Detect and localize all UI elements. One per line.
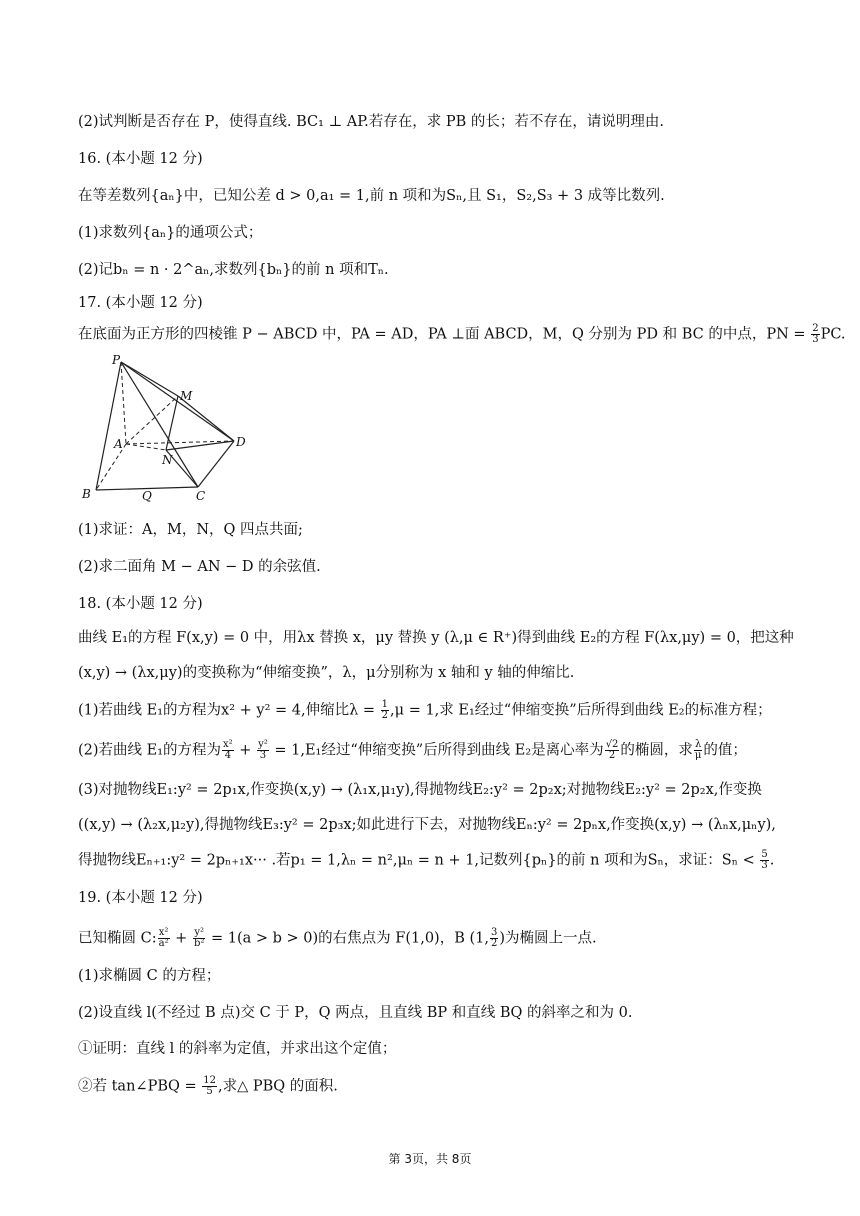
problem-19-part2: (2)设直线 l(不经过 B 点)交 C 于 P，Q 两点，且直线 BP 和直线 BQ 的斜率之和为 0. <box>78 1005 633 1021</box>
problem-17-heading: 17. (本小题 12 分) <box>78 295 203 311</box>
problem-19-heading: 19. (本小题 12 分) <box>78 890 203 906</box>
fraction-y2-b2: $\frac{\text{y²}}{\text{b²}}$ <box>193 927 205 949</box>
fraction-x2-a2: $\frac{\text{x²}}{\text{a²}}$ <box>158 927 169 949</box>
problem-17-part1: (1)求证：A，M，N，Q 四点共面; <box>78 522 303 538</box>
label-C: C <box>196 489 206 502</box>
problem-17-stem: 在底面为正方形的四棱锥 P − ABCD 中，PA = AD，PA ⊥面 ABCD，M，Q 分别为 PD 和 BC 的中点，PN = $\frac{2}{3}$ PC. <box>78 323 846 345</box>
problem-18-part1: (1)若曲线 E₁的方程为x² + y² = 4,伸缩比λ = $\frac{1}{2}$ ,μ = 1,求 E₁经过“伸缩变换”后所得到曲线 E₂的标准方程； <box>78 699 772 721</box>
problem-18-stem-1: 曲线 E₁的方程 F(x,y) = 0 中，用λx 替换 x，μy 替换 y (λ,μ ∈ R⁺)得到曲线 E₂的方程 F(λx,μy) = 0，把这种 <box>78 630 794 646</box>
problem-18-part3-2: ((x,y) → (λ₂x,μ₂y),得抛物线E₃:y² = 2p₃x;如此进行下去，对抛物线Eₙ:y² = 2pₙx,作变换(x,y) → (λₙx,μₙy), <box>78 817 776 833</box>
problem-18-part2: (2)若曲线 E₁的方程为 $\frac{\text{x²}}{4}$ + $\frac{\text{y²}}{3}$ = 1,E₁经过“伸缩变换”后所得到曲线 E₂是离心率为 $\frac{√2}{2}$ 的椭圆，求 $\frac{\lambda}{\mu}$ 的值； <box>78 739 747 761</box>
fraction-half: $\frac{1}{2}$ <box>381 699 389 721</box>
problem-16-part2: (2)记bₙ = n · 2^aₙ,求数列{bₙ}的前 n 项和Tₙ. <box>78 262 389 278</box>
problem-19-part2-2: ②若 tan∠PBQ = $\frac{12}{5}$ ,求△ PBQ 的面积. <box>78 1075 338 1097</box>
label-M: M <box>180 389 193 403</box>
label-N: N <box>162 453 173 467</box>
problem-18-part3-1: (3)对抛物线E₁:y² = 2p₁x,作变换(x,y) → (λ₁x,μ₁y),得抛物线E₂:y² = 2p₂x;对抛物线E₂:y² = 2p₂x,作变换 <box>78 782 762 798</box>
label-B: B <box>82 487 91 501</box>
fraction-lambda-mu: $\frac{\lambda}{\mu}$ <box>694 739 702 761</box>
line-q15-2: (2)试判断是否存在 P，使得直线. BC₁ ⊥ AP.若存在，求 PB 的长；若不存在，请说明理由. <box>78 114 664 130</box>
problem-16-stem: 在等差数列{aₙ}中，已知公差 d > 0,a₁ = 1,前 n 项和为Sₙ,且 S₁，S₂,S₃ + 3 成等比数列. <box>78 188 665 204</box>
problem-16-heading: 16. (本小题 12 分) <box>78 151 203 167</box>
page-footer: 第 3页，共 8页 <box>388 1152 472 1166</box>
fraction-y2-3: $\frac{\text{y²}}{3}$ <box>258 739 268 761</box>
problem-16-part1: (1)求数列{aₙ}的通项公式； <box>78 225 263 241</box>
problem-17-stem-text: 在底面为正方形的四棱锥 P − ABCD 中，PA = AD，PA ⊥面 ABCD，M，Q 分别为 PD 和 BC 的中点，PN = <box>78 326 811 343</box>
fraction-three-halves: $\frac{3}{2}$ <box>490 927 498 949</box>
problem-19-stem: 已知椭圆 C: $\frac{\text{x²}}{\text{a²}}$ + $\frac{\text{y²}}{\text{b²}}$ = 1(a > b > 0)的右焦点为 F(1,0)，B (1, $\frac{3}{2}$ )为椭圆上一点. <box>78 927 597 949</box>
problem-18-heading: 18. (本小题 12 分) <box>78 596 203 612</box>
fraction-two-thirds: $\frac{2}{3}$ <box>812 323 819 345</box>
problem-19-part1: (1)求椭圆 C 的方程； <box>78 968 221 984</box>
label-P: P <box>112 353 121 367</box>
fraction-x2-4: $\frac{\text{x²}}{4}$ <box>223 739 233 761</box>
problem-19-part2-1: ①证明：直线 l 的斜率为定值，并求出这个定值； <box>78 1041 397 1057</box>
fraction-twelve-fifths: $\frac{12}{5}$ <box>203 1075 216 1097</box>
pyramid-figure <box>78 352 258 502</box>
fraction-sqrt2-2: $\frac{√2}{2}$ <box>605 739 619 761</box>
problem-18-part3-3: 得抛物线Eₙ₊₁:y² = 2pₙ₊₁x··· .若p₁ = 1,λₙ = n²,μₙ = n + 1,记数列{pₙ}的前 n 项和为Sₙ，求证：Sₙ < $\frac{5}{3}$ . <box>78 849 775 871</box>
problem-17-part2: (2)求二面角 M − AN − D 的余弦值. <box>78 559 321 575</box>
fraction-five-thirds: $\frac{5}{3}$ <box>761 849 768 871</box>
label-D: D <box>236 435 246 449</box>
label-A: A <box>114 437 123 451</box>
label-Q: Q <box>142 489 152 502</box>
problem-18-stem-2: (x,y) → (λx,μy)的变换称为“伸缩变换”，λ，μ分别称为 x 轴和 y 轴的伸缩比. <box>78 665 575 681</box>
